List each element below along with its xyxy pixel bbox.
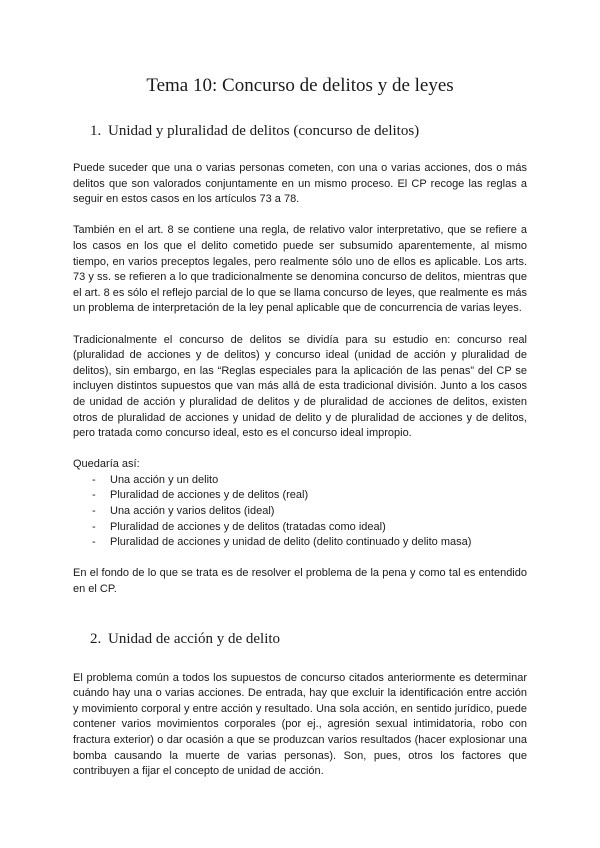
list-item (73, 473, 527, 489)
section-number: 1. (90, 123, 102, 139)
section-title: Unidad de acción y de delito (108, 630, 281, 647)
dash-marker: - (92, 520, 96, 533)
paragraph: El problema común a todos los supuestos de concurso citados anteriormente es determinar cuándo hay una o varias acciones. De entrada, hay que excluir la identificación entre acción y movimiento corporal y entre acción y resultado. Una sola acción, en sentido jurídico, puede contener varios movimientos corporales (por ej., agresión sexual intimidatoria, robo con fractura exterior) o dar ocasión a que se produzcan varios resultados (hacer explosionar una bomba causando la muerte de varias personas). Son, pues, otros los factores que contribuyen a fijar el concepto de unidad de acción. (73, 671, 527, 778)
paragraph: Puede suceder que una o varias personas cometen, con una o varias acciones, dos o más delitos que son valorados conjuntamente en un mismo proceso. El CP recoge las reglas a seguir en estos casos en los artículos 73 a 78. (73, 162, 527, 206)
dash-marker: - (92, 536, 96, 549)
document-title: Tema 10: Concurso de delitos y de leyes (146, 75, 454, 96)
list-lead: Quedaría así: (73, 458, 140, 471)
bullet-list (73, 473, 527, 551)
list-item-text: Pluralidad de acciones y unidad de delito (delito continuado y delito masa) (110, 536, 472, 549)
list-item (73, 520, 527, 536)
dash-marker: - (92, 473, 96, 486)
dash-marker: - (92, 505, 96, 518)
dash-marker: - (92, 489, 96, 502)
list-item-text: Pluralidad de acciones y de delitos (tratadas como ideal) (110, 520, 386, 533)
section-heading (73, 629, 527, 649)
paragraph: Tradicionalmente el concurso de delitos se dividía para su estudio en: concurso real (pluralidad de acciones y de delitos) y concurso ideal (unidad de acción y pluralidad de delitos), sin embargo, en las “Reglas especiales para la aplicación de las penas” del CP se incluyen distintos supuestos que van más allá de esta tradicional división. Junto a los casos de unidad de acción y pluralidad de delitos y de pluralidad de acciones de delitos, existen otros de pluralidad de acciones y unidad de delito y de pluralidad de acciones y de delitos, pero tratada como concurso ideal, esto es el concurso ideal impropio. (73, 333, 527, 440)
paragraph: En el fondo de lo que se trata es de resolver el problema de la pena y como tal es entendido en el CP. (73, 567, 527, 596)
list-item-text: Pluralidad de acciones y de delitos (real) (110, 489, 309, 502)
list-item (73, 488, 527, 504)
list-item (73, 504, 527, 520)
list-item-text: Una acción y varios delitos (ideal) (110, 505, 275, 518)
paragraph: También en el art. 8 se contiene una regla, de relativo valor interpretativo, que se refiere a los casos en los que el delito cometido puede ser subsumido aparentemente, al mismo tiempo, en varios preceptos legales, pero realmente sólo uno de ellos es aplicable. Los arts. 73 y ss. se refieren a lo que tradicionalmente se denomina concurso de delitos, mientras que el art. 8 es sólo el reflejo parcial de lo que se llama concurso de leyes, que realmente es más un problema de interpretación de la ley penal aplicable que de concurrencia de varias leyes. (73, 224, 527, 315)
section-number: 2. (90, 630, 102, 647)
list-item-text: Una acción y un delito (110, 473, 219, 486)
section-heading (73, 121, 527, 141)
list-item (73, 535, 527, 551)
section-title: Unidad y pluralidad de delitos (concurso de delitos) (108, 123, 420, 139)
